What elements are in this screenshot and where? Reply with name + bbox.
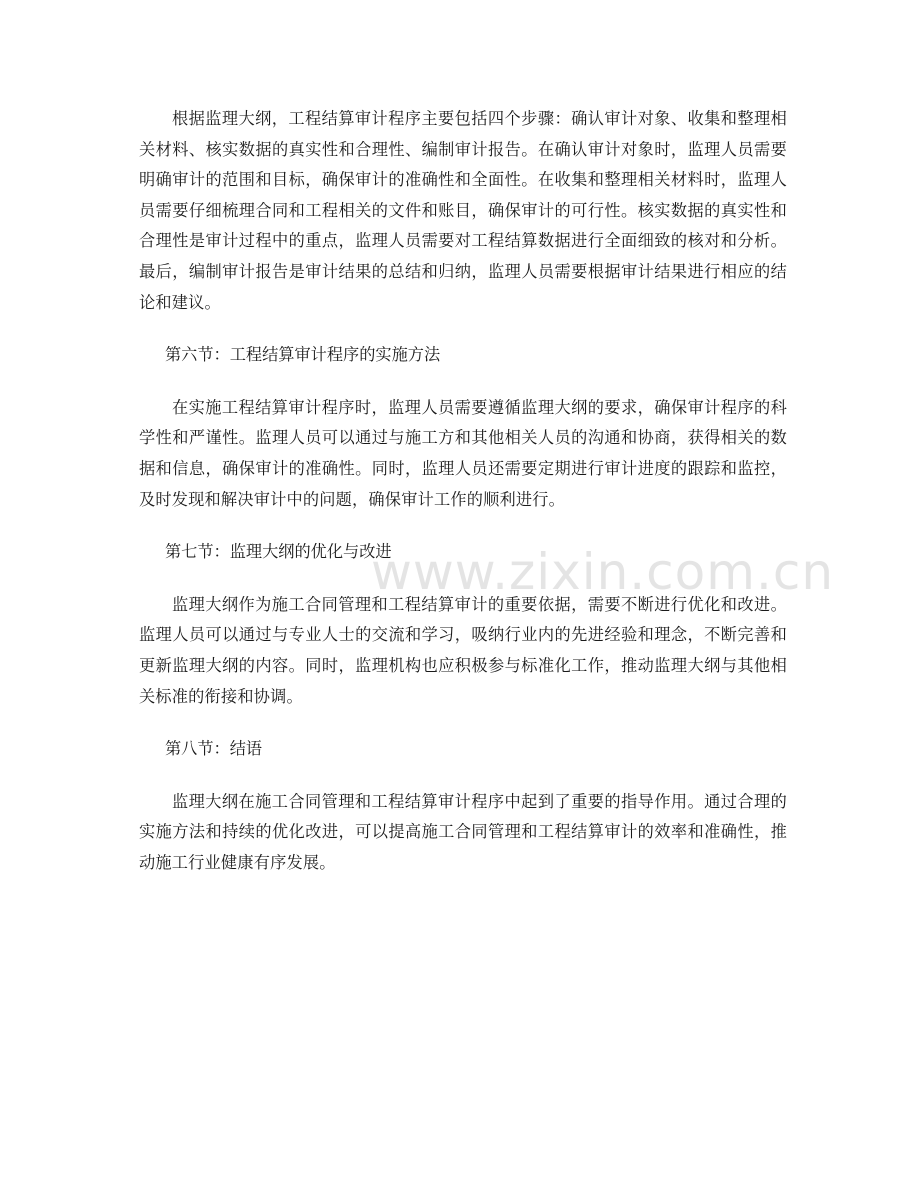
section-heading-6: 第六节：工程结算审计程序的实施方法 [165, 345, 441, 365]
watermark: www.zixin.com.cn [371, 543, 835, 601]
paragraph-audit-steps: 根据监理大纲，工程结算审计程序主要包括四个步骤：确认审计对象、收集和整理相关材料、核实数据的真实性和合理性、编制审计报告。在确认审计对象时，监理人员需要明确审计的范围和目标，确保审计的准确性和全面性。在收集和整理相关材料时，监理人员需要仔细梳理合同和工程相关的文件和账目，确保审计的可行性。核实数据的真实性和合理性是审计过程中的重点，监理人员需要对工程结算数据进行全面细致的核对和分析。最后，编制审计报告是审计结果的总结和归纳，监理人员需要根据审计结果进行相应的结论和建议。 [139, 109, 787, 312]
document-body [139, 104, 787, 878]
paragraph-optimization: 监理大纲作为施工合同管理和工程结算审计的重要依据，需要不断进行优化和改进。监理人员可以通过与专业人士的交流和学习，吸纳行业内的先进经验和理念，不断完善和更新监理大纲的内容。同时，监理机构也应积极参与标准化工作，推动监理大纲与其他相关标准的衔接和协调。 [139, 594, 787, 706]
section-heading-7: 第七节：监理大纲的优化与改进 [165, 542, 392, 562]
paragraph-implementation: 在实施工程结算审计程序时，监理人员需要遵循监理大纲的要求，确保审计程序的科学性和严谨性。监理人员可以通过与施工方和其他相关人员的沟通和协商，获得相关的数据和信息，确保审计的准确性。同时，监理人员还需要定期进行审计进度的跟踪和监控，及时发现和解决审计中的问题，确保审计工作的顺利进行。 [139, 397, 787, 509]
paragraph-conclusion: 监理大纲在施工合同管理和工程结算审计程序中起到了重要的指导作用。通过合理的实施方法和持续的优化改进，可以提高施工合同管理和工程结算审计的效率和准确性，推动施工行业健康有序发展。 [139, 791, 787, 872]
section-heading-8: 第八节：结语 [165, 739, 263, 759]
